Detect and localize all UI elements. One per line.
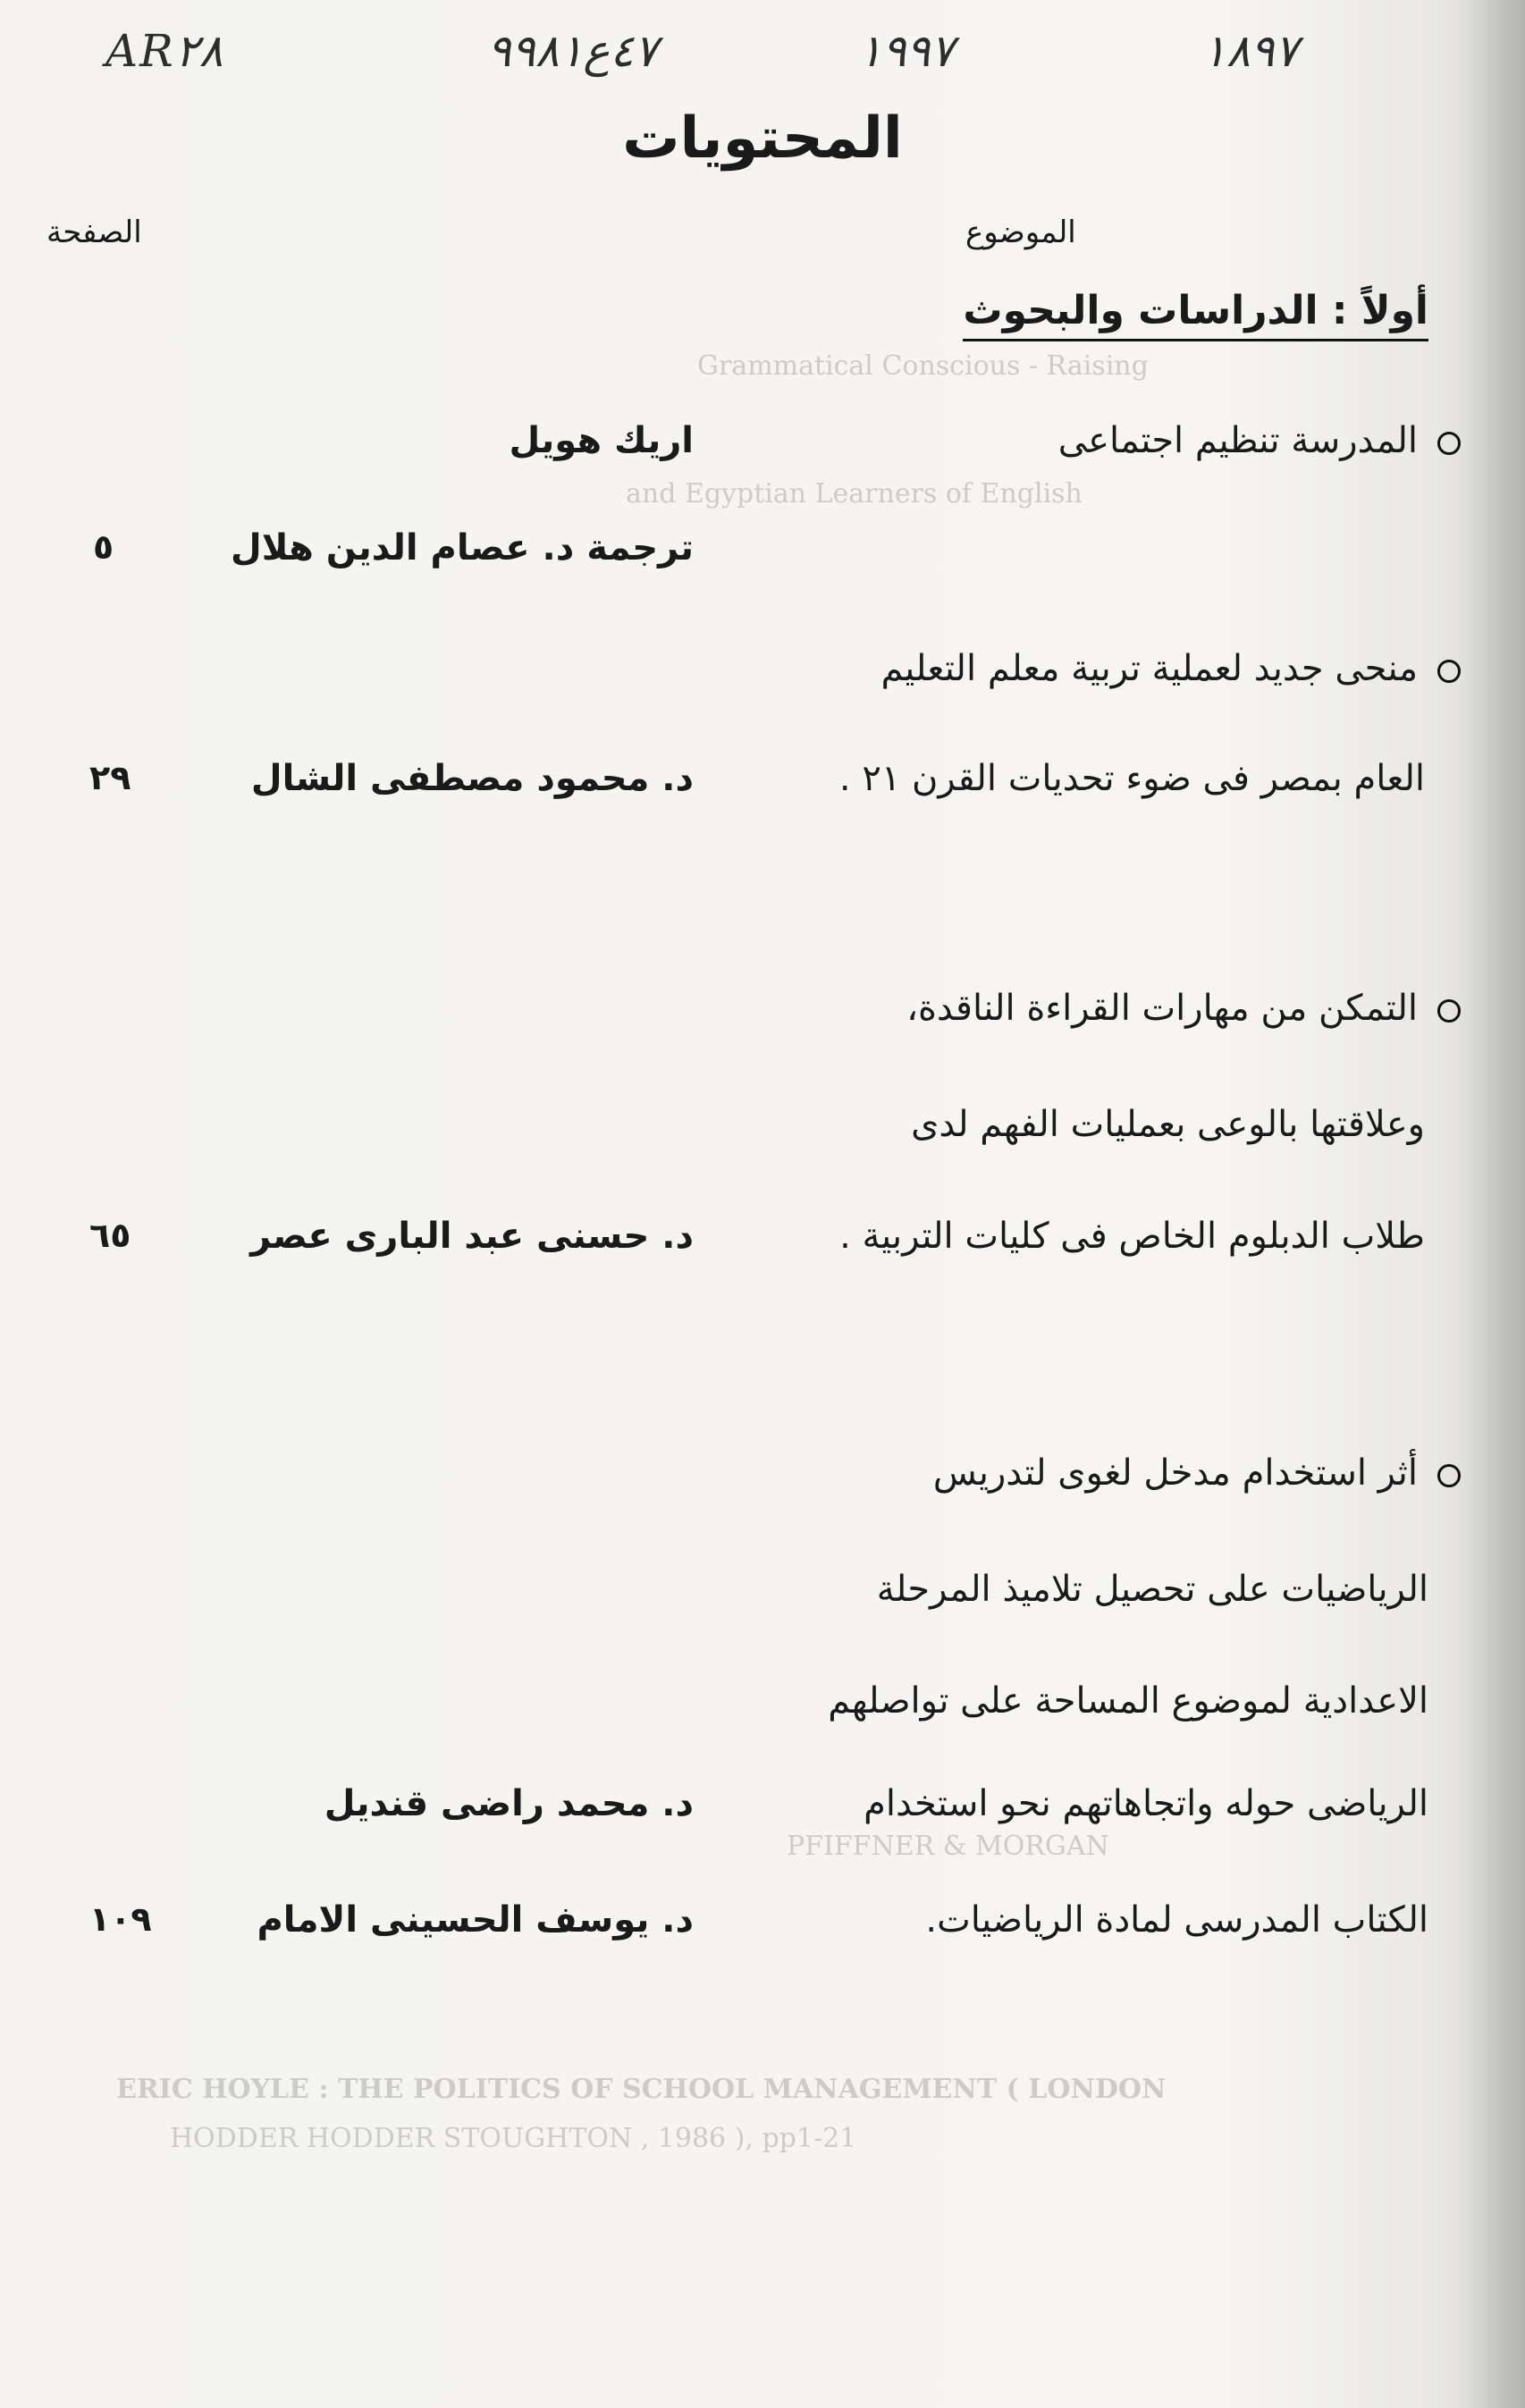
column-page-heading: الصفحة	[46, 215, 142, 250]
entry-1-page: ٥	[93, 527, 114, 567]
entry-3-bullet	[1437, 999, 1461, 1023]
entry-1-bullet	[1437, 432, 1461, 455]
entry-4-line-3: الاعدادية لموضوع المساحة على تواصلهم	[828, 1680, 1428, 1722]
page-gutter-shadow	[1462, 0, 1525, 2408]
entry-1-line-1: المدرسة تنظيم اجتماعى	[1057, 420, 1418, 461]
entry-2-bullet	[1437, 660, 1461, 683]
entry-4-line-5: الكتاب المدرسى لمادة الرياضيات.	[925, 1899, 1428, 1941]
entry-3-line-3: طلاب الدبلوم الخاص فى كليات التربية .	[839, 1216, 1425, 1257]
entry-4-line-4: الرياضى حوله واتجاهاتهم نحو استخدام	[864, 1783, 1428, 1824]
entry-4-line-1: أثر استخدام مدخل لغوى لتدريس	[932, 1452, 1418, 1494]
bleed-line-2: and Egyptian Learners of English	[626, 478, 1083, 509]
entry-4-line-2: الرياضيات على تحصيل تلاميذ المرحلة	[876, 1569, 1428, 1610]
entry-3-author: د. حسنى عبد البارى عصر	[250, 1216, 694, 1257]
bleed-line-1: Grammatical Conscious - Raising	[697, 350, 1149, 382]
entry-3-page: ٦٥	[89, 1216, 131, 1255]
entry-4-bullet	[1437, 1464, 1461, 1487]
handwritten-mark-3: ۱۹۹۷	[858, 25, 955, 77]
column-topic-heading: الموضوع	[965, 215, 1076, 250]
entry-1-author: اريك هويل	[509, 420, 694, 461]
entry-2-line-1: منحى جديد لعملية تربية معلم التعليم	[880, 648, 1418, 689]
bleed-line-4: HODDER HODDER STOUGHTON , 1986 ), pp1-21	[170, 2123, 857, 2154]
handwritten-mark-1: AR۲۸	[105, 25, 223, 77]
entry-2-author: د. محمود مصطفى الشال	[250, 758, 694, 799]
handwritten-mark-2: ٤٧ع۹۹۸۱	[487, 25, 658, 77]
handwritten-mark-4: ۱۸۹۷	[1202, 25, 1299, 77]
entry-3-line-2: وعلاقتها بالوعى بعمليات الفهم لدى	[911, 1104, 1425, 1145]
entry-3-line-1: التمكن من مهارات القراءة الناقدة،	[906, 988, 1418, 1029]
entry-4-page: ١٠٩	[89, 1899, 152, 1939]
entry-4-author-2: د. يوسف الحسينى الامام	[257, 1899, 694, 1941]
entry-2-page: ٢٩	[89, 758, 131, 797]
page-title: المحتويات	[622, 105, 903, 172]
bleed-line-5: PFIFFNER & MORGAN	[787, 1831, 1109, 1862]
section-heading: أولاً : الدراسات والبحوث	[963, 288, 1428, 341]
entry-2-line-2: العام بمصر فى ضوء تحديات القرن ٢١ .	[838, 758, 1425, 799]
entry-1-translator: ترجمة د. عصام الدين هلال	[231, 527, 694, 568]
entry-4-author-1: د. محمد راضى قنديل	[324, 1783, 694, 1824]
bleed-line-3: ERIC HOYLE : THE POLITICS OF SCHOOL MANAGEMENT ( LONDON	[116, 2074, 1167, 2105]
